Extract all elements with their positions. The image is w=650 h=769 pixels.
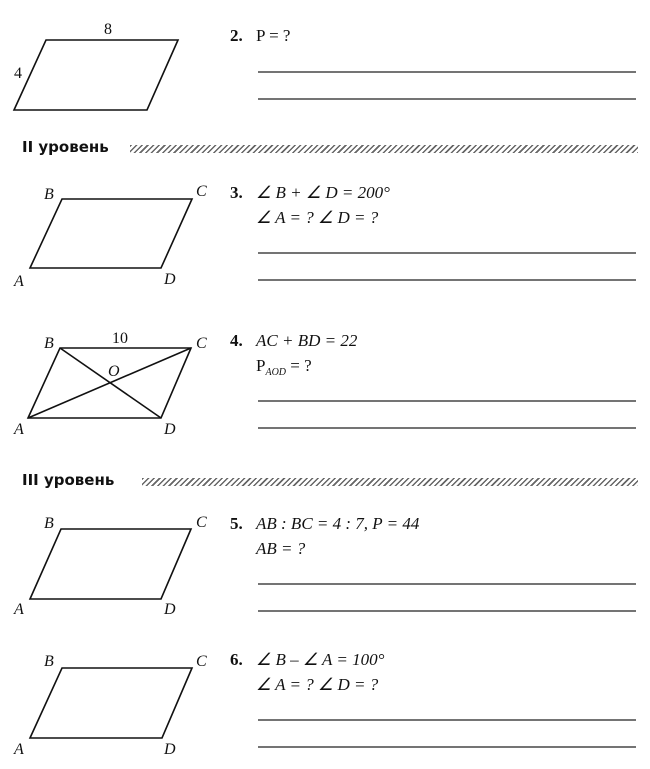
question-rest: = ? xyxy=(286,356,312,375)
vertex-c-task-5: C xyxy=(196,514,207,531)
vertex-d-task-5: D xyxy=(164,601,176,618)
vertex-a-task-3: A xyxy=(14,273,24,290)
level-divider xyxy=(142,478,638,486)
vertex-b-task-4: B xyxy=(44,335,54,352)
vertex-a-task-4: A xyxy=(14,421,24,438)
task-condition: AB : BC = 4 : 7, P = 44 xyxy=(256,514,420,533)
side-label-left-task-2: 4 xyxy=(14,65,22,82)
vertex-d-task-6: D xyxy=(164,741,176,758)
task-number: 2. xyxy=(230,26,243,45)
vertex-d-task-3: D xyxy=(164,271,176,288)
vertex-a-task-5: A xyxy=(14,601,24,618)
task-number: 3. xyxy=(230,183,243,202)
parallelogram-task-5 xyxy=(30,529,191,599)
level-heading: III уровень xyxy=(22,471,115,489)
level-divider xyxy=(130,145,638,153)
diagonal-ac-task-4 xyxy=(28,348,191,418)
task-question: AB = ? xyxy=(256,539,306,558)
level-heading: II уровень xyxy=(22,138,109,156)
vertex-c-task-4: C xyxy=(196,335,207,352)
parallelogram-task-6 xyxy=(30,668,192,738)
task-condition: AC + BD = 22 xyxy=(256,331,358,350)
task-number: 5. xyxy=(230,514,243,533)
vertex-b-task-6: B xyxy=(44,653,54,670)
perimeter-symbol: P xyxy=(256,356,266,375)
task-number: 4. xyxy=(230,331,243,350)
task-condition: ∠ B + ∠ D = 200° xyxy=(256,183,390,202)
task-condition: ∠ B – ∠ A = 100° xyxy=(256,650,385,669)
side-label-top-task-4: 10 xyxy=(112,330,128,347)
vertex-o-task-4: O xyxy=(108,363,120,380)
side-label-top-task-2: 8 xyxy=(104,21,112,38)
task-number: 6. xyxy=(230,650,243,669)
task-condition: P = ? xyxy=(256,26,291,45)
task-question: ∠ A = ? ∠ D = ? xyxy=(256,208,379,227)
perimeter-subscript: AOD xyxy=(265,367,287,378)
vertex-c-task-3: C xyxy=(196,183,207,200)
parallelogram-task-2 xyxy=(14,40,178,110)
parallelogram-task-3 xyxy=(30,199,192,268)
task-question: ∠ A = ? ∠ D = ? xyxy=(256,675,379,694)
vertex-c-task-6: C xyxy=(196,653,207,670)
vertex-b-task-3: B xyxy=(44,186,54,203)
task-question xyxy=(256,356,312,378)
vertex-d-task-4: D xyxy=(164,421,176,438)
vertex-b-task-5: B xyxy=(44,515,54,532)
vertex-a-task-6: A xyxy=(14,741,24,758)
